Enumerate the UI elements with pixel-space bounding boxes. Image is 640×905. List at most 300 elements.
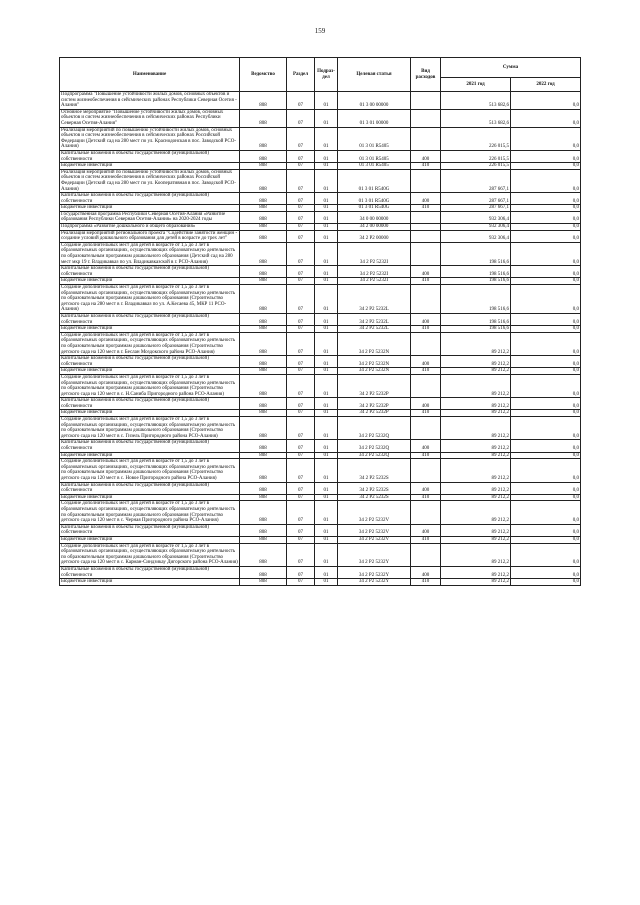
- cell-vr: 400: [411, 482, 441, 494]
- cell-dept: 808: [240, 332, 287, 355]
- cell-y1: 89 212,2: [441, 459, 511, 482]
- table-row: [60, 278, 581, 285]
- table-row: [60, 368, 581, 375]
- cell-y1: 226 015,5: [441, 150, 511, 162]
- table-row: [60, 536, 581, 543]
- table-row: [60, 374, 581, 397]
- cell-y1: 198 516,6: [441, 285, 511, 314]
- header-dept: Ведомство: [240, 58, 287, 92]
- cell-vr: 410: [411, 205, 441, 212]
- cell-vr: [411, 92, 441, 110]
- cell-vr: 410: [411, 452, 441, 459]
- cell-name: Бюджетные инвестиции: [60, 278, 240, 285]
- cell-tgt: 34 2 P2 5232L: [338, 313, 411, 325]
- cell-tgt: 34 0 00 00000: [338, 211, 411, 223]
- cell-dept: 808: [240, 452, 287, 459]
- cell-dept: 808: [240, 368, 287, 375]
- table-row: [60, 398, 581, 410]
- cell-vr: [411, 127, 441, 150]
- cell-name: Основное мероприятие "Повышение устойчивости жилых домов, основных объектов и систем жизнеобеспечения в сейсмических районах Республики Северная Осетия-Алания": [60, 109, 240, 127]
- cell-dept: 808: [240, 501, 287, 524]
- cell-y1: 89 212,2: [441, 524, 511, 536]
- cell-sub: 01: [315, 332, 338, 355]
- cell-y1: 89 212,2: [441, 536, 511, 543]
- cell-y2: 0,0: [511, 410, 581, 417]
- cell-y2: 0,0: [511, 459, 581, 482]
- header-subsection: Подраз-дел: [315, 58, 338, 92]
- cell-dept: 808: [240, 266, 287, 278]
- cell-dept: 808: [240, 398, 287, 410]
- cell-tgt: 34 2 P2 5232Q: [338, 440, 411, 452]
- cell-dept: 808: [240, 326, 287, 333]
- cell-tgt: 34 2 P2 5232P: [338, 398, 411, 410]
- cell-y1: 89 212,2: [441, 579, 511, 586]
- cell-dept: 808: [240, 579, 287, 586]
- cell-vr: [411, 543, 441, 566]
- cell-tgt: 34 2 P2 5232S: [338, 459, 411, 482]
- cell-sub: 01: [315, 285, 338, 314]
- cell-y2: 0,0: [511, 242, 581, 265]
- table-row: [60, 266, 581, 278]
- cell-dept: 808: [240, 459, 287, 482]
- cell-vr: [411, 242, 441, 265]
- table-row: [60, 440, 581, 452]
- cell-y2: 0,0: [511, 398, 581, 410]
- cell-vr: [411, 332, 441, 355]
- cell-y1: 89 212,2: [441, 410, 511, 417]
- cell-sec: 07: [287, 524, 315, 536]
- cell-y1: 89 212,2: [441, 501, 511, 524]
- cell-tgt: 34 2 P2 5232L: [338, 326, 411, 333]
- cell-tgt: 34 2 P2 5232V: [338, 501, 411, 524]
- table-row: [60, 482, 581, 494]
- cell-dept: 808: [240, 230, 287, 242]
- cell-vr: 400: [411, 356, 441, 368]
- cell-vr: 400: [411, 398, 441, 410]
- cell-dept: 808: [240, 356, 287, 368]
- cell-dept: 808: [240, 536, 287, 543]
- cell-sub: 01: [315, 163, 338, 170]
- cell-dept: 808: [240, 278, 287, 285]
- cell-vr: [411, 230, 441, 242]
- cell-dept: 808: [240, 374, 287, 397]
- cell-y1: 89 212,2: [441, 440, 511, 452]
- cell-name: Государственная программа Республики Северная Осетия-Алания «Развитие образования Республики Северная Осетия-Алания» на 2020-2024 годы: [60, 211, 240, 223]
- cell-y1: 198 516,6: [441, 242, 511, 265]
- cell-tgt: 34 2 P2 5232Q: [338, 417, 411, 440]
- cell-sub: 01: [315, 440, 338, 452]
- cell-name: Создание дополнительных мест для детей в возрасте от 1,5 до 3 лет в образовательных организациях, осуществляющих образовательную деятельность по образовательным программам дошкольного образования (Строительство детского сада на 120 мест в г. Беслан Моздокского района РСО-Алания): [60, 332, 240, 355]
- cell-vr: 410: [411, 410, 441, 417]
- cell-y2: 0,0: [511, 211, 581, 223]
- cell-sub: 01: [315, 566, 338, 578]
- cell-tgt: 34 2 P2 5232Y: [338, 543, 411, 566]
- table-row: [60, 224, 581, 231]
- cell-sub: 01: [315, 127, 338, 150]
- cell-sec: 07: [287, 459, 315, 482]
- cell-vr: 410: [411, 368, 441, 375]
- cell-y1: 89 212,2: [441, 543, 511, 566]
- budget-table: [59, 57, 581, 586]
- cell-vr: 410: [411, 494, 441, 501]
- cell-y1: 932 306,4: [441, 211, 511, 223]
- cell-sub: 01: [315, 356, 338, 368]
- cell-tgt: 34 2 P2 5232Q: [338, 452, 411, 459]
- cell-sec: 07: [287, 410, 315, 417]
- cell-sec: 07: [287, 440, 315, 452]
- cell-vr: 410: [411, 278, 441, 285]
- cell-vr: [411, 501, 441, 524]
- cell-y2: 0,0: [511, 285, 581, 314]
- table-row: [60, 417, 581, 440]
- cell-tgt: 34 2 P2 5232S: [338, 494, 411, 501]
- header-expense-type: Вид расходов: [411, 58, 441, 92]
- cell-dept: 808: [240, 285, 287, 314]
- cell-name: Бюджетные инвестиции: [60, 452, 240, 459]
- table-body: [60, 92, 581, 586]
- cell-tgt: 34 2 P2 5232I: [338, 266, 411, 278]
- cell-dept: 808: [240, 440, 287, 452]
- cell-tgt: 34 2 P2 5232P: [338, 410, 411, 417]
- table-row: [60, 230, 581, 242]
- cell-tgt: 01 3 01 R5405: [338, 150, 411, 162]
- table-row: [60, 169, 581, 192]
- cell-sec: 07: [287, 356, 315, 368]
- cell-dept: 808: [240, 566, 287, 578]
- cell-tgt: 01 3 01 R5405: [338, 163, 411, 170]
- cell-dept: 808: [240, 313, 287, 325]
- cell-vr: [411, 374, 441, 397]
- table-row: [60, 410, 581, 417]
- cell-y1: 226 015,5: [441, 163, 511, 170]
- cell-sec: 07: [287, 163, 315, 170]
- cell-vr: [411, 211, 441, 223]
- cell-tgt: 34 2 P2 5232V: [338, 524, 411, 536]
- cell-sub: 01: [315, 410, 338, 417]
- cell-tgt: 34 2 P2 5232N: [338, 356, 411, 368]
- cell-name: Капитальные вложения в объекты государственной (муниципальной) собственности: [60, 193, 240, 205]
- cell-name: Бюджетные инвестиции: [60, 326, 240, 333]
- cell-y2: 0,0: [511, 524, 581, 536]
- cell-y1: 198 516,6: [441, 266, 511, 278]
- cell-y1: 226 015,5: [441, 127, 511, 150]
- cell-dept: 808: [240, 169, 287, 192]
- cell-tgt: 01 3 00 00000: [338, 92, 411, 110]
- table-row: [60, 501, 581, 524]
- header-section: Раздел: [287, 58, 315, 92]
- header-target: Целевая статья: [338, 58, 411, 92]
- cell-sec: 07: [287, 326, 315, 333]
- table-row: [60, 127, 581, 150]
- cell-y1: 89 212,2: [441, 398, 511, 410]
- cell-dept: 808: [240, 150, 287, 162]
- cell-sub: 01: [315, 374, 338, 397]
- cell-y1: 513 682,6: [441, 92, 511, 110]
- cell-sub: 01: [315, 205, 338, 212]
- cell-tgt: 34 2 P2 00000: [338, 230, 411, 242]
- cell-sub: 01: [315, 150, 338, 162]
- cell-sec: 07: [287, 313, 315, 325]
- cell-vr: [411, 285, 441, 314]
- cell-tgt: 34 2 P2 5232Y: [338, 579, 411, 586]
- cell-sec: 07: [287, 536, 315, 543]
- cell-y1: 89 212,2: [441, 482, 511, 494]
- cell-vr: 410: [411, 163, 441, 170]
- cell-name: Бюджетные инвестиции: [60, 579, 240, 586]
- cell-y2: 0,0: [511, 368, 581, 375]
- cell-name: Капитальные вложения в объекты государственной (муниципальной) собственности: [60, 313, 240, 325]
- cell-sub: 01: [315, 459, 338, 482]
- table-row: [60, 579, 581, 586]
- cell-sub: 01: [315, 368, 338, 375]
- table-row: [60, 150, 581, 162]
- cell-sub: 01: [315, 278, 338, 285]
- cell-sec: 07: [287, 169, 315, 192]
- cell-y1: 89 212,2: [441, 417, 511, 440]
- cell-y2: 0,0: [511, 278, 581, 285]
- cell-y2: 0,0: [511, 163, 581, 170]
- cell-y1: 287 667,1: [441, 193, 511, 205]
- cell-y2: 0,0: [511, 579, 581, 586]
- header-year-2022: 2022 год: [511, 78, 581, 92]
- cell-name: Капитальные вложения в объекты государственной (муниципальной) собственности: [60, 524, 240, 536]
- cell-name: Реализация мероприятий по повышению устойчивости жилых домов, основных объектов и систем жизнеобеспечения в сейсмических районах Российской Федерации (Детский сад на 280 мест по ул. Краснодонская в пос. Заводской РСО-Алания): [60, 127, 240, 150]
- cell-vr: [411, 109, 441, 127]
- cell-name: Создание дополнительных мест для детей в возрасте от 1,5 до 3 лет в образовательных организациях, осуществляющих образовательную деятельность по образовательным программам дошкольного образования (Строительство детского сада на 120 мест в с. Новое Пригородного района РСО-Алания): [60, 459, 240, 482]
- cell-name: Бюджетные инвестиции: [60, 410, 240, 417]
- cell-name: Создание дополнительных мест для детей в возрасте от 1,5 до 3 лет в образовательных организациях, осуществляющих образовательную деятельность по образовательным программам дошкольного образования (Строительство детского сада на 120 мест в с. Гизель Пригородного района РСО-Алания): [60, 417, 240, 440]
- header-sum: Сумма: [441, 58, 581, 78]
- cell-sub: 01: [315, 579, 338, 586]
- cell-dept: 808: [240, 193, 287, 205]
- cell-y2: 0,0: [511, 501, 581, 524]
- cell-tgt: 34 2 P2 5232S: [338, 482, 411, 494]
- cell-sub: 01: [315, 536, 338, 543]
- cell-tgt: 34 2 00 00000: [338, 224, 411, 231]
- cell-y2: 0,0: [511, 127, 581, 150]
- cell-y2: 0,0: [511, 150, 581, 162]
- cell-name: Бюджетные инвестиции: [60, 494, 240, 501]
- cell-dept: 808: [240, 410, 287, 417]
- cell-y1: 932 306,4: [441, 224, 511, 231]
- cell-y2: 0,0: [511, 205, 581, 212]
- cell-sub: 01: [315, 242, 338, 265]
- cell-sec: 07: [287, 266, 315, 278]
- cell-name: Капитальные вложения в объекты государственной (муниципальной) собственности: [60, 356, 240, 368]
- cell-sec: 07: [287, 150, 315, 162]
- cell-tgt: 01 3 01 R5405: [338, 127, 411, 150]
- cell-sec: 07: [287, 278, 315, 285]
- table-row: [60, 326, 581, 333]
- cell-sub: 01: [315, 169, 338, 192]
- cell-vr: 400: [411, 566, 441, 578]
- cell-vr: 400: [411, 150, 441, 162]
- cell-sec: 07: [287, 224, 315, 231]
- cell-sub: 01: [315, 224, 338, 231]
- cell-name: Капитальные вложения в объекты государственной (муниципальной) собственности: [60, 482, 240, 494]
- cell-sec: 07: [287, 193, 315, 205]
- cell-y2: 0,0: [511, 92, 581, 110]
- cell-sub: 01: [315, 494, 338, 501]
- cell-y1: 287 667,1: [441, 169, 511, 192]
- cell-y1: 89 212,2: [441, 494, 511, 501]
- cell-vr: 410: [411, 536, 441, 543]
- cell-vr: 400: [411, 313, 441, 325]
- cell-y2: 0,0: [511, 543, 581, 566]
- cell-y2: 0,0: [511, 193, 581, 205]
- cell-sub: 01: [315, 193, 338, 205]
- header-name: Наименование: [60, 58, 240, 92]
- cell-dept: 808: [240, 524, 287, 536]
- table-row: [60, 356, 581, 368]
- cell-name: Подпрограмма «Развитие дошкольного и общего образования»: [60, 224, 240, 231]
- table-row: [60, 524, 581, 536]
- cell-tgt: 01 3 01 R540G: [338, 205, 411, 212]
- cell-y2: 0,0: [511, 356, 581, 368]
- cell-y1: 932 306,4: [441, 230, 511, 242]
- cell-sub: 01: [315, 326, 338, 333]
- table-row: [60, 494, 581, 501]
- cell-y2: 0,0: [511, 440, 581, 452]
- cell-sub: 01: [315, 109, 338, 127]
- cell-vr: [411, 417, 441, 440]
- cell-name: Подпрограмма "Повышение устойчивости жилых домов, основных объектов и систем жизнеобеспечения в сейсмических районах Республики Северная Осетия - Алания": [60, 92, 240, 110]
- cell-dept: 808: [240, 417, 287, 440]
- cell-sec: 07: [287, 205, 315, 212]
- table-row: [60, 313, 581, 325]
- cell-y1: 89 212,2: [441, 332, 511, 355]
- cell-sec: 07: [287, 398, 315, 410]
- table-header: [60, 58, 581, 92]
- cell-name: Капитальные вложения в объекты государственной (муниципальной) собственности: [60, 398, 240, 410]
- cell-tgt: 01 3 01 R540G: [338, 193, 411, 205]
- cell-y1: 513 682,6: [441, 109, 511, 127]
- table-row: [60, 452, 581, 459]
- cell-y2: 0,0: [511, 417, 581, 440]
- cell-dept: 808: [240, 543, 287, 566]
- cell-sub: 01: [315, 313, 338, 325]
- cell-vr: 400: [411, 440, 441, 452]
- cell-sub: 01: [315, 482, 338, 494]
- cell-sec: 07: [287, 368, 315, 375]
- cell-y1: 89 212,2: [441, 356, 511, 368]
- cell-tgt: 34 2 P2 5232P: [338, 374, 411, 397]
- cell-sec: 07: [287, 579, 315, 586]
- cell-name: Создание дополнительных мест для детей в возрасте от 1,5 до 3 лет в образовательных организациях, осуществляющих образовательную деятельность по образовательным программам дошкольного образования (Строительство детского сада на 120 мест в с. Н.Саниба Пригородного района РСО-Алания): [60, 374, 240, 397]
- header-year-2021: 2021 год: [441, 78, 511, 92]
- cell-y2: 0,0: [511, 566, 581, 578]
- cell-name: Реализация мероприятий регионального проекта "Содействие занятости женщин - создание условий дошкольного образования для детей в возрасте до трех лет": [60, 230, 240, 242]
- cell-sec: 07: [287, 452, 315, 459]
- cell-sec: 07: [287, 230, 315, 242]
- cell-sub: 01: [315, 230, 338, 242]
- cell-sec: 07: [287, 332, 315, 355]
- cell-y2: 0,0: [511, 109, 581, 127]
- cell-y1: 198 516,6: [441, 326, 511, 333]
- cell-sub: 01: [315, 266, 338, 278]
- cell-tgt: 34 2 P2 5232I: [338, 278, 411, 285]
- cell-tgt: 34 2 P2 5232I: [338, 242, 411, 265]
- cell-name: Бюджетные инвестиции: [60, 205, 240, 212]
- table-row: [60, 193, 581, 205]
- cell-sub: 01: [315, 417, 338, 440]
- cell-name: Создание дополнительных мест для детей в возрасте от 1,5 до 3 лет в образовательных организациях, осуществляющих образовательную деятельность по образовательным программам дошкольного образования (Детский сад на 280 мест мкр 19 г. Владикавказ по ул. Владикавказской в г. РСО-Алания): [60, 242, 240, 265]
- cell-sec: 07: [287, 211, 315, 223]
- cell-y2: 0,0: [511, 313, 581, 325]
- table-row: [60, 332, 581, 355]
- cell-dept: 808: [240, 224, 287, 231]
- cell-sec: 07: [287, 374, 315, 397]
- cell-name: Создание дополнительных мест для детей в возрасте от 1,5 до 3 лет в образовательных организациях, осуществляющих образовательную деятельность по образовательным программам дошкольного образования (Строительство детского сада на 280 мест в г. Владикавказ по ул. А.Кесаева 45, МКР 11 РСО-Алания): [60, 285, 240, 314]
- cell-sec: 07: [287, 285, 315, 314]
- cell-dept: 808: [240, 205, 287, 212]
- cell-tgt: 01 3 01 00000: [338, 109, 411, 127]
- cell-y1: 198 516,6: [441, 278, 511, 285]
- table-row: [60, 543, 581, 566]
- cell-sub: 01: [315, 452, 338, 459]
- cell-y2: 0,0: [511, 332, 581, 355]
- cell-y2: 0,0: [511, 326, 581, 333]
- cell-dept: 808: [240, 92, 287, 110]
- cell-sec: 07: [287, 494, 315, 501]
- cell-vr: 410: [411, 326, 441, 333]
- cell-sec: 07: [287, 566, 315, 578]
- cell-y2: 0,0: [511, 230, 581, 242]
- cell-vr: 400: [411, 193, 441, 205]
- cell-y1: 89 212,2: [441, 368, 511, 375]
- cell-vr: 400: [411, 524, 441, 536]
- cell-name: Капитальные вложения в объекты государственной (муниципальной) собственности: [60, 566, 240, 578]
- cell-sub: 01: [315, 524, 338, 536]
- cell-vr: [411, 169, 441, 192]
- cell-sec: 07: [287, 543, 315, 566]
- cell-name: Капитальные вложения в объекты государственной (муниципальной) собственности: [60, 440, 240, 452]
- cell-dept: 808: [240, 494, 287, 501]
- cell-tgt: 34 2 P2 5232L: [338, 285, 411, 314]
- cell-sec: 07: [287, 242, 315, 265]
- cell-name: Капитальные вложения в объекты государственной (муниципальной) собственности: [60, 266, 240, 278]
- cell-dept: 808: [240, 163, 287, 170]
- cell-y2: 0,0: [511, 494, 581, 501]
- cell-tgt: 34 2 P2 5232V: [338, 536, 411, 543]
- table-row: [60, 242, 581, 265]
- cell-tgt: 01 3 01 R540G: [338, 169, 411, 192]
- cell-y2: 0,0: [511, 169, 581, 192]
- cell-dept: 808: [240, 211, 287, 223]
- cell-dept: 808: [240, 482, 287, 494]
- cell-sub: 01: [315, 211, 338, 223]
- cell-name: Реализация мероприятий по повышению устойчивости жилых домов, основных объектов и систем жизнеобеспечения в сейсмических районах Российской Федерации (Детский сад на 280 мест по ул. Кооперативная в пос. Заводской РСО-Алания): [60, 169, 240, 192]
- cell-y2: 0,0: [511, 374, 581, 397]
- cell-dept: 808: [240, 109, 287, 127]
- cell-y2: 0,0: [511, 224, 581, 231]
- table-row: [60, 163, 581, 170]
- table-row: [60, 211, 581, 223]
- cell-vr: 410: [411, 579, 441, 586]
- cell-sub: 01: [315, 501, 338, 524]
- table-row: [60, 92, 581, 110]
- table-row: [60, 205, 581, 212]
- cell-sec: 07: [287, 501, 315, 524]
- table-row: [60, 459, 581, 482]
- cell-tgt: 34 2 P2 5232N: [338, 368, 411, 375]
- cell-dept: 808: [240, 242, 287, 265]
- cell-name: Капитальные вложения в объекты государственной (муниципальной) собственности: [60, 150, 240, 162]
- cell-sub: 01: [315, 543, 338, 566]
- cell-sec: 07: [287, 482, 315, 494]
- table-row: [60, 566, 581, 578]
- cell-tgt: 34 2 P2 5232N: [338, 332, 411, 355]
